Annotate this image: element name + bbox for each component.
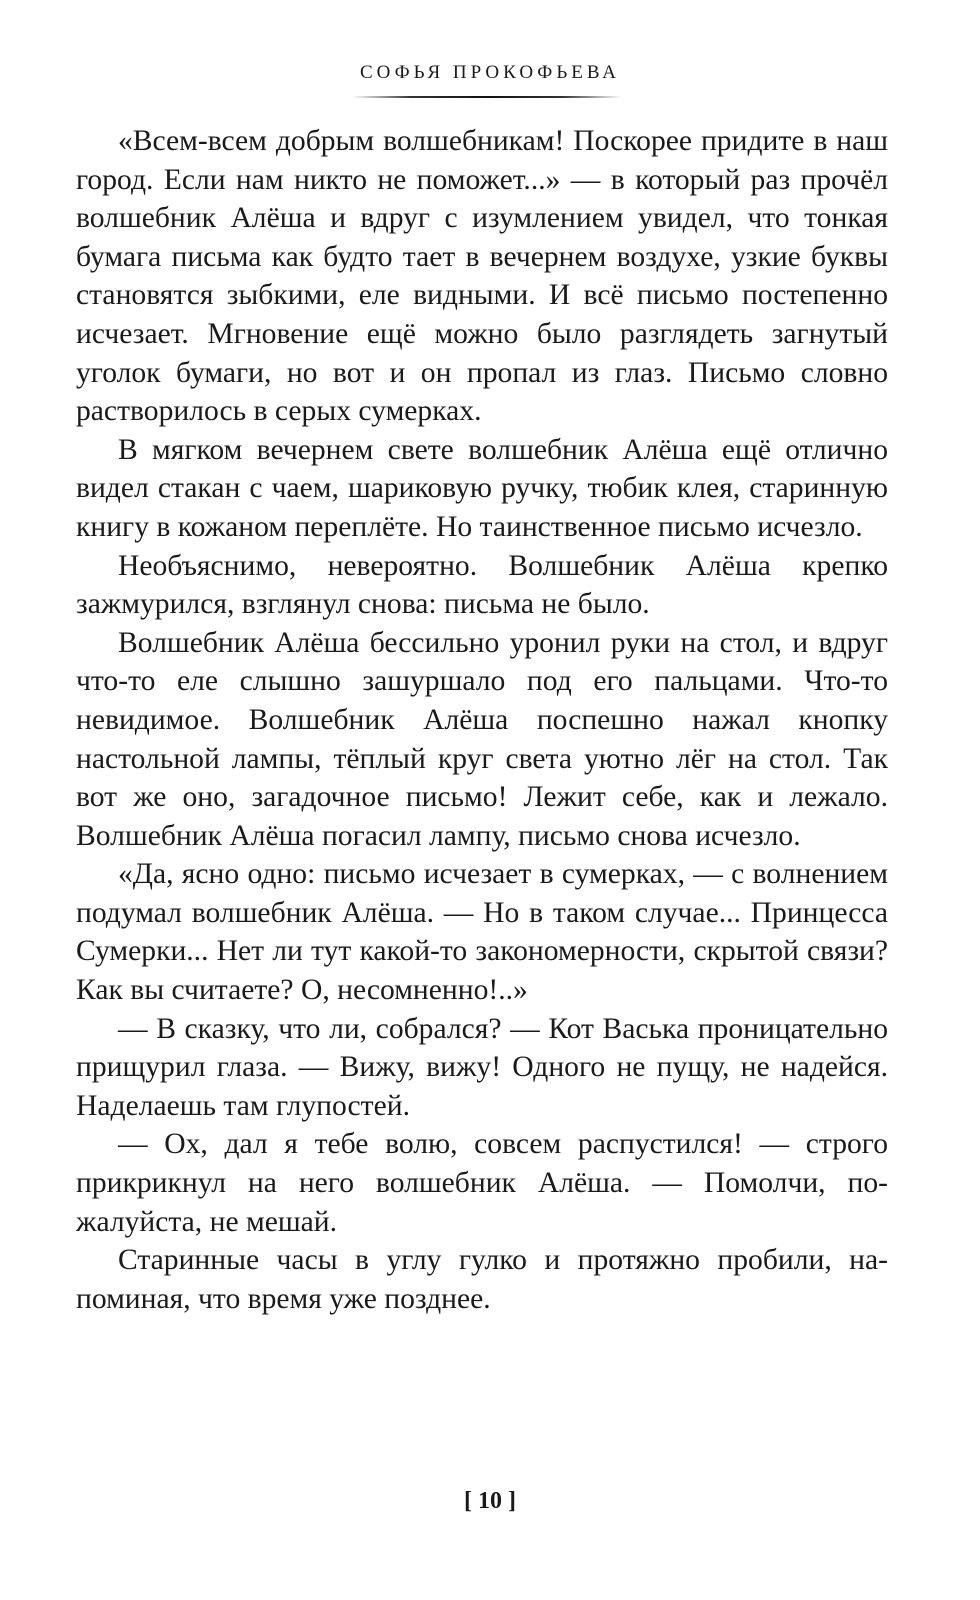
header-rule xyxy=(352,96,622,98)
paragraph: — Ох, дал я тебе волю, совсем распустился! — строго прикрикнул на него волшебник Алёша. — Помолчи, пожалуйста, не мешай. xyxy=(76,1128,888,1238)
body-text xyxy=(76,122,888,1318)
page-number: [ 10 ] xyxy=(464,1488,516,1514)
paragraph: — В сказку, что ли, собрался? — Кот Васька проницательно прищурил глаза. — Вижу, вижу! Одного не пущу, не надейся. Наделаешь там глупостей. xyxy=(76,1012,888,1122)
paragraph: В мягком вечернем свете волшебник Алёша ещё отлично видел стакан с чаем, шариковую ручку, тюбик клея, старинную книгу в кожаном переплёте. Но таинственное письмо исчезло. xyxy=(76,433,888,543)
paragraph: Волшебник Алёша бессильно уронил руки на стол, и вдруг что-то еле слышно зашуршало под его пальцами. Что-то невидимое. Волшебник Алёша поспешно нажал кнопку настольной лампы, тёплый круг света уютно лёг на стол. Так вот же оно, загадочное письмо! Лежит себе, как и лежало. Волшебник Алёша погасил лампу, письмо снова исчезло. xyxy=(76,626,888,852)
paragraph: Необъяснимо, невероятно. Волшебник Алёша крепко зажмурился, взглянул снова: письма не было. xyxy=(76,549,888,621)
paragraph: «Да, ясно одно: письмо исчезает в сумерках, — с волнением подумал волшебник Алёша. — Но в таком случае... Принцесса Сумерки... Нет ли тут какой-то закономерности, скрытой связи? Как вы считаете? О, несомненно!..» xyxy=(76,858,888,1007)
author-name: СОФЬЯ ПРОКОФЬЕВА xyxy=(359,62,621,83)
running-header xyxy=(0,62,980,84)
paragraph: «Всем-всем добрым волшебникам! Поскорее придите в наш город. Если нам никто не поможет...» — в который раз прочёл волшебник Алёша и вдруг с изумлением увидел, что тонкая бумага письма как будто тает в вечернем воздухе, узкие буквы становятся зыбкими, еле видными. И всё письмо постепенно исчезает. Мгновение ещё можно было разглядеть загнутый уголок бумаги, но вот и он пропал из глаз. Письмо словно растворилось в серых сумерках. xyxy=(76,125,888,428)
paragraph: Старинные часы в углу гулко и протяжно пробили, напоминая, что время уже позднее. xyxy=(76,1244,888,1315)
